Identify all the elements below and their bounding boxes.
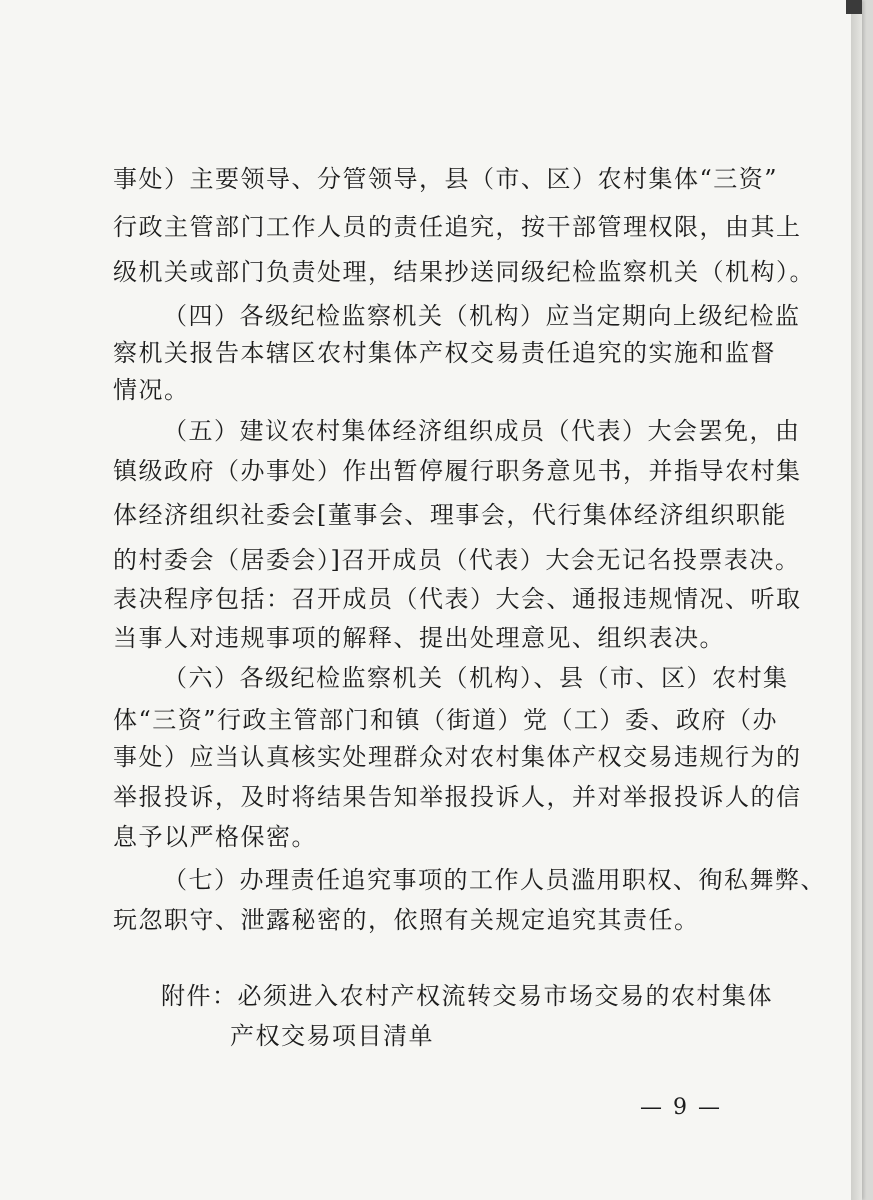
text-line: 情况。	[113, 376, 190, 404]
text-line: 体“三资”行政主管部门和镇（街道）党（工）委、政府（办	[113, 706, 779, 734]
text-line: 息予以严格保密。	[113, 823, 317, 851]
text-line: 镇级政府（办事处）作出暂停履行职务意见书，并指导农村集	[113, 457, 802, 485]
text-line: 察机关报告本辖区农村集体产权交易责任追究的实施和监督	[113, 339, 776, 367]
text-line: 表决程序包括：召开成员（代表）大会、通报违规情况、听取	[113, 585, 802, 613]
page-number: — 9 —	[640, 1095, 722, 1120]
text-line: （四）各级纪检监察机关（机构）应当定期向上级纪检监	[163, 302, 801, 330]
text-line: 级机关或部门负责处理，结果抄送同级纪检监察机关（机构）。	[113, 258, 815, 286]
text-line: 玩忽职守、泄露秘密的，依照有关规定追究其责任。	[113, 906, 700, 934]
attachment-line: 产权交易项目清单	[230, 1022, 434, 1050]
text-line: （七）办理责任追究事项的工作人员滥用职权、徇私舞弊、	[163, 866, 826, 894]
text-line: 的村委会（居委会）]召开成员（代表）大会无记名投票表决。	[113, 546, 801, 574]
text-line: （五）建议农村集体经济组织成员（代表）大会罢免，由	[163, 417, 801, 445]
attachment-line: 附件：必须进入农村产权流转交易市场交易的农村集体	[161, 982, 773, 1010]
text-line: 当事人对违规事项的解释、提出处理意见、组织表决。	[113, 624, 725, 652]
text-line: 事处）应当认真核实处理群众对农村集体产权交易违规行为的	[113, 743, 802, 771]
text-line: 行政主管部门工作人员的责任追究，按干部管理权限，由其上	[113, 213, 802, 241]
text-line: 事处）主要领导、分管领导，县（市、区）农村集体“三资”	[113, 165, 779, 193]
text-line: （六）各级纪检监察机关（机构）、县（市、区）农村集	[163, 664, 789, 692]
text-line: 体经济组织社委会[董事会、理事会，代行集体经济组织职能	[113, 501, 787, 529]
text-line: 举报投诉，及时将结果告知举报投诉人，并对举报投诉人的信	[113, 783, 802, 811]
